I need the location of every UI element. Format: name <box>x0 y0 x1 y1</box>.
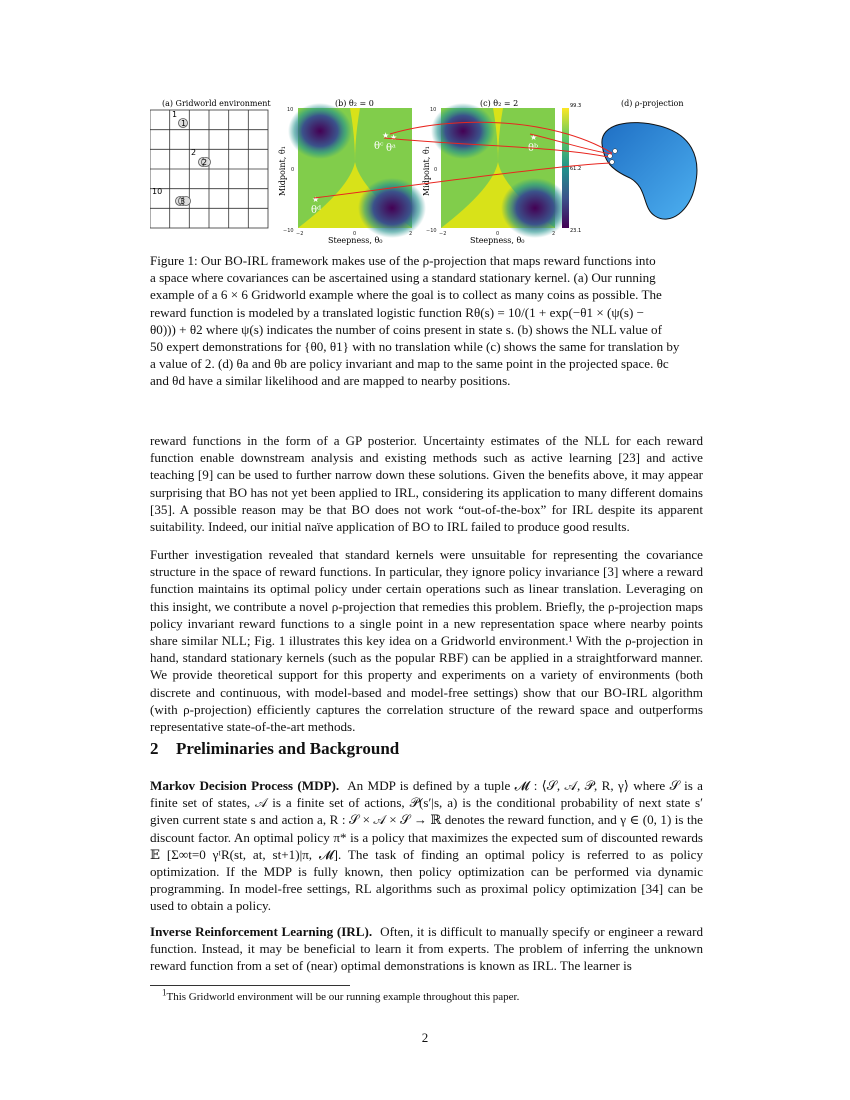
b-xlabel: Steepness, θ₀ <box>328 236 383 245</box>
theta-d-label: θᵈ <box>311 205 322 216</box>
page-number: 2 <box>421 1030 429 1045</box>
caption-line: reward function is modeled by a translated logistic function Rθ(s) = 10/(1 + exp(−θ1 × (ψ(s) − <box>150 304 645 320</box>
cbar-top: 99.3 <box>570 103 582 109</box>
caption-line: θ0))) + θ2 where ψ(s) indicates the number of coins present in state s. (b) shows the NLL value of <box>150 321 662 337</box>
footnote <box>162 987 520 1004</box>
projection-blob <box>602 123 697 220</box>
coin-cell-1-label: 1 <box>172 110 178 119</box>
b-ylabel: Midpoint, θ₁ <box>278 146 287 196</box>
coin-cell-10 <box>152 187 191 206</box>
b-ytick-top: 10 <box>287 107 294 113</box>
paragraph-irl <box>150 923 703 975</box>
cbar-bot: 23.1 <box>570 228 582 234</box>
footnote-mark: 1 <box>162 987 167 998</box>
c-ytick-mid: 0 <box>434 167 438 173</box>
colorbar <box>562 103 581 234</box>
c-xtick-right: 2 <box>552 231 556 237</box>
heatmap-b <box>288 103 426 238</box>
figure-1-graphic <box>150 96 702 246</box>
coin-cell-2 <box>191 148 211 167</box>
c-xlabel: Steepness, θ₀ <box>470 236 525 245</box>
footnote-rule <box>150 985 350 986</box>
coin-cell-1-count: 1 <box>181 119 187 128</box>
b-ytick-mid: 0 <box>291 167 295 173</box>
panel-b-title: (b) θ₂ = 0 <box>335 99 374 108</box>
coin-cell-1 <box>172 110 188 128</box>
coin-cell-2-label: 2 <box>191 148 197 157</box>
b-xtick-mid: 0 <box>353 231 357 237</box>
star-d: ★ <box>312 195 320 204</box>
c-ytick-bot: −10 <box>426 228 437 234</box>
footnote-text: This Gridworld environment will be our running example throughout this paper. <box>166 991 520 1003</box>
section-heading <box>150 739 399 759</box>
c-ytick-top: 10 <box>430 107 437 113</box>
paragraph-projection: Further investigation revealed that standard kernels were unsuitable for representing the covariance structure in the space of reward functions. In particular, they ignore policy invariance [3] where a reward function maintains its optimal policy under certain operations such as linear translation. Leveraging on this insight, we contribute a novel ρ-projection that remedies this problem. Briefly, the ρ-projection maps policy invariant reward functions to a single point in a new representation space where nearby points share similar NLL; Fig. 1 illustrates this key idea on a Gridworld environment.¹ With the ρ-projection in hand, standard stationary kernels (such as the popular RBF) can be applied in a straightforward manner. We provide theoretical support for this property and experiments on a variety of environments (both discrete and continuous, with model-based and model-free settings) show that our BO-IRL algorithm (with ρ-projection) efficiently captures the correlation structure of the reward space and outperforms representative state-of-the-art methods. <box>150 547 703 735</box>
theta-a-label: θᵃ <box>386 143 396 154</box>
c-ylabel: Midpoint, θ₁ <box>422 146 431 196</box>
gridworld-grid <box>150 110 268 228</box>
star-a: ★ <box>390 133 398 142</box>
paragraph-mdp <box>150 777 703 915</box>
section-number: 2 <box>150 739 159 758</box>
caption-line: and θd have a similar likelihood and are mapped to nearby positions. <box>150 373 511 389</box>
caption-line: example of a 6 × 6 Gridworld example where the goal is to collect as many coins as possible. The <box>150 287 662 303</box>
theta-b-label: θᵇ <box>528 143 539 154</box>
figure-1 <box>150 96 702 246</box>
mdp-text: An MDP is defined by a tuple 𝓜 : ⟨𝒮, 𝒜, 𝒫, R, γ⟩ where 𝒮 is a finite set of states, 𝒜 is a finite set of actions, 𝒫(s′|s, a) is the conditional probability of next state s′ given current state s and action a, R : 𝒮 × 𝒜 × 𝒮 → ℝ denotes the reward function, and γ ∈ (0, 1) is the discount factor. An optimal policy π* is a policy that maximizes the expected sum of discounted rewards 𝔼 [Σ∞t=0 γᵗR(st, at, st+1)|π, 𝓜]. The task of finding an optimal policy is referred to as policy optimization. If the MDP is fully known, then policy optimization can be performed via dynamic programming. In model-free settings, RL algorithms such as proximal policy optimization [34] can be used to obtain a policy. <box>150 778 703 914</box>
panel-a-title: (a) Gridworld environment <box>162 99 271 108</box>
coin-cell-10-label: 10 <box>152 187 163 196</box>
b-xtick-left: −2 <box>296 231 304 237</box>
cbar-mid: 61.2 <box>570 166 582 172</box>
coin-cell-2-count: 2 <box>202 158 208 167</box>
b-ytick-bot: −10 <box>283 228 294 234</box>
panel-d-title: (d) ρ-projection <box>621 99 684 108</box>
mdp-title: Markov Decision Process (MDP). <box>150 778 340 793</box>
section-title: Preliminaries and Background <box>176 739 400 758</box>
theta-markers-c <box>528 133 538 154</box>
caption-line: Figure 1: Our BO-IRL framework makes use of the ρ-projection that maps reward functions into <box>150 253 656 268</box>
c-xtick-mid: 0 <box>496 231 500 237</box>
c-xtick-left: −2 <box>439 231 447 237</box>
caption-line: 50 expert demonstrations for {θ0, θ1} with no translation while (c) shows the same for translation by <box>150 339 680 355</box>
caption-line: a space where covariances can be ascertained using a standard stationary kernel. (a) Our running <box>150 270 656 286</box>
star-c: ★ <box>382 131 390 140</box>
paragraph-intro: reward functions in the form of a GP posterior. Uncertainty estimates of the NLL for each reward function enable downstream analysis and existing methods such as active learning [23] and active teaching [9] can be used to further narrow down these solutions. Given the benefits above, it may appear surprising that BO has not yet been applied to IRL, considering its application to many different domains [35]. A possible reason may be that BO does not work “out-of-the-box” for IRL despite its apparent suitability. Indeed, our initial naïve application of BO to IRL failed to produce good results. <box>150 433 703 535</box>
star-b: ★ <box>530 133 538 142</box>
panel-c-title: (c) θ₂ = 2 <box>480 99 519 108</box>
irl-text: Often, it is difficult to manually specify or engineer a reward function. Instead, it may be beneficial to learn it from experts. The problem of inferring the unknown reward function from a set of (near) optimal demonstrations is known as IRL. The learner is <box>150 924 703 974</box>
caption-line: a value of 2. (d) θa and θb are policy invariant and map to the same point in the projected space. θc <box>150 356 669 372</box>
theta-c-label: θᶜ <box>374 141 384 152</box>
b-xtick-right: 2 <box>409 231 413 237</box>
irl-title: Inverse Reinforcement Learning (IRL). <box>150 924 373 939</box>
coin-cell-10-count: 3 <box>180 197 186 206</box>
figure-caption <box>150 252 703 390</box>
